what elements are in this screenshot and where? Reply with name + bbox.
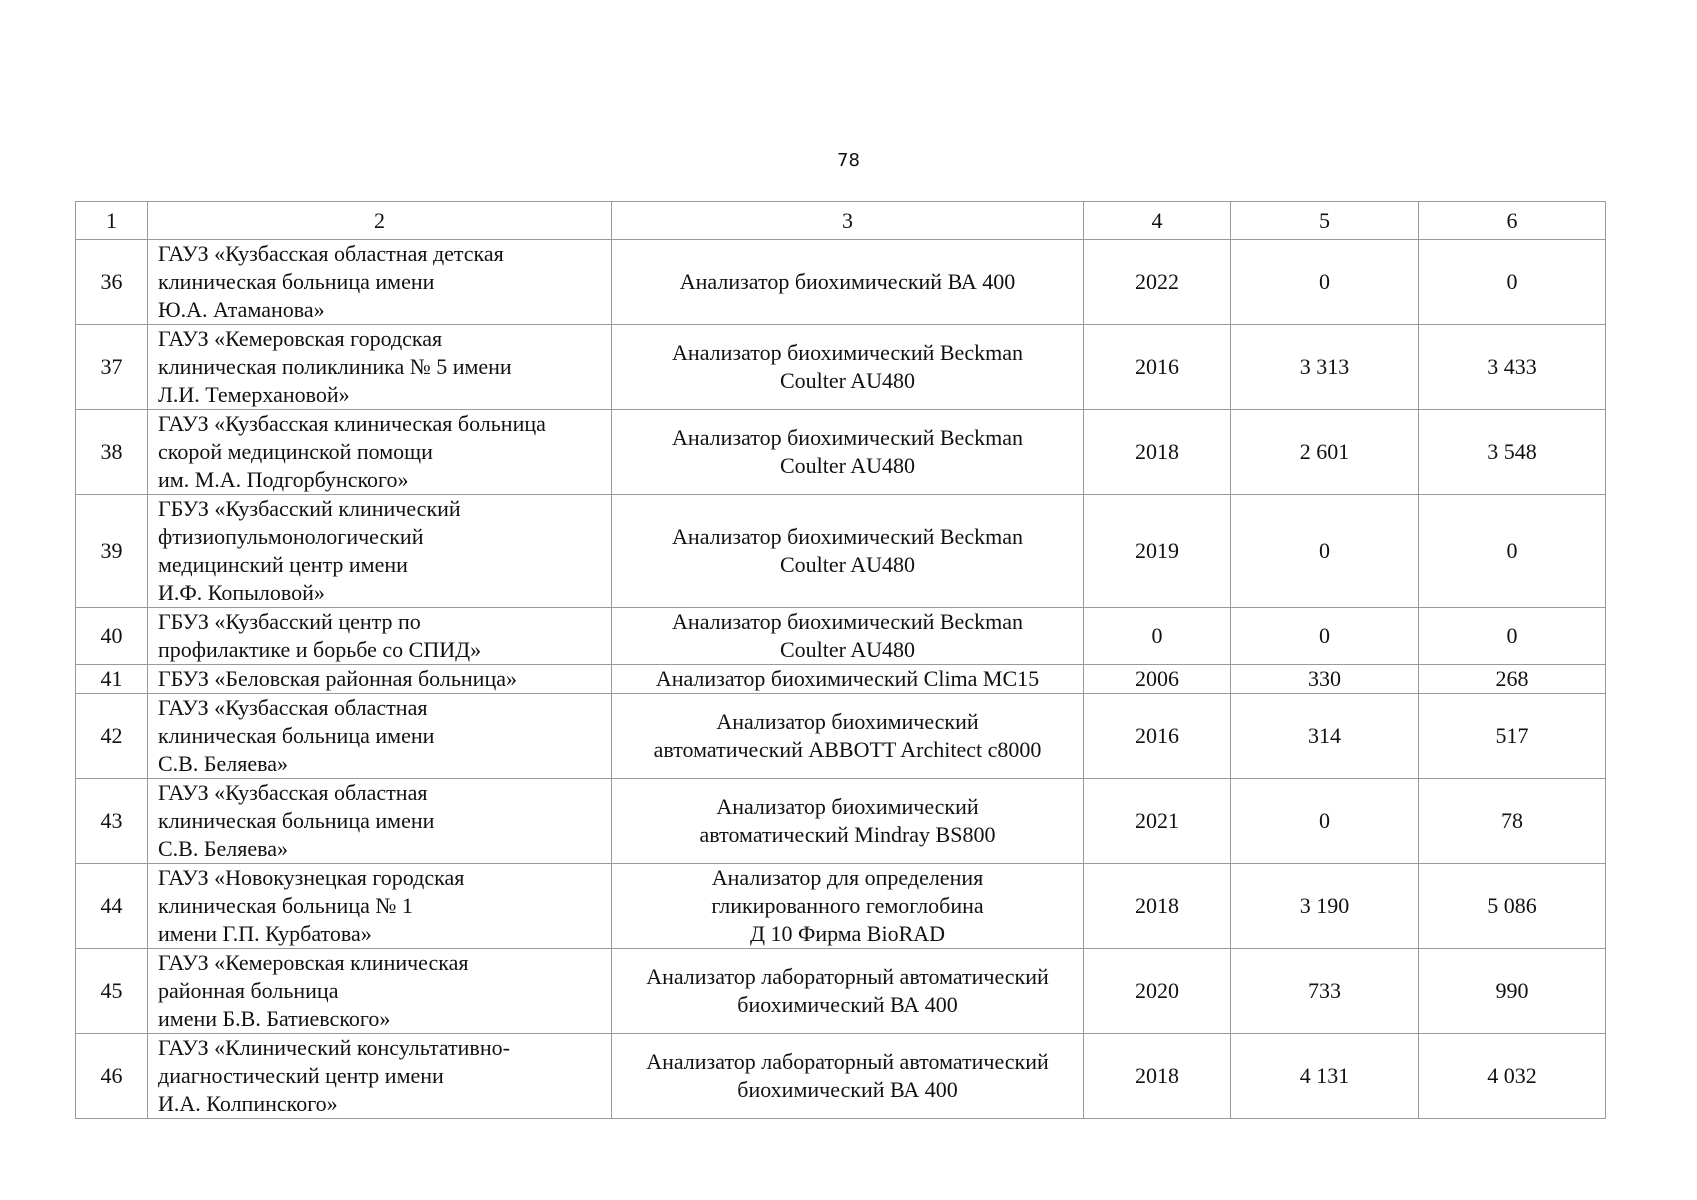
equipment-line: Анализатор биохимический Clima MC15 xyxy=(655,666,1040,691)
organization-cell xyxy=(148,1034,612,1119)
organization-cell xyxy=(148,864,612,949)
organization-line: И.А. Колпинского» xyxy=(158,1091,338,1116)
year-cell: 2006 xyxy=(1084,665,1231,694)
organization-line: С.В. Беляева» xyxy=(158,836,288,861)
equipment-line: Анализатор лабораторный автоматический xyxy=(646,964,1049,989)
organization-line: имени Г.П. Курбатова» xyxy=(158,921,372,946)
column-5-cell: 0 xyxy=(1231,779,1419,864)
row-number-cell: 37 xyxy=(76,325,148,410)
column-5-cell: 330 xyxy=(1231,665,1419,694)
equipment-line: гликированного гемоглобина xyxy=(711,893,984,918)
year-cell: 2020 xyxy=(1084,949,1231,1034)
organization-line: профилактике и борьбе со СПИД» xyxy=(158,637,482,662)
equipment-line: Анализатор биохимический ВА 400 xyxy=(679,269,1016,294)
column-5-cell: 4 131 xyxy=(1231,1034,1419,1119)
year-cell: 2018 xyxy=(1084,1034,1231,1119)
organization-cell xyxy=(148,410,612,495)
organization-line: имени Б.В. Батиевского» xyxy=(158,1006,391,1031)
table-row xyxy=(76,779,1606,864)
organization-line: диагностический центр имени xyxy=(158,1063,444,1088)
year-cell: 2022 xyxy=(1084,240,1231,325)
organization-line: ГАУЗ «Кузбасская областная детская xyxy=(158,241,504,266)
column-6-cell: 990 xyxy=(1419,949,1606,1034)
table-row xyxy=(76,694,1606,779)
equipment-cell xyxy=(612,864,1084,949)
table-row xyxy=(76,410,1606,495)
table-row xyxy=(76,495,1606,608)
year-cell: 0 xyxy=(1084,608,1231,665)
page-number: 78 xyxy=(837,150,860,171)
row-number-cell: 45 xyxy=(76,949,148,1034)
equipment-line: Анализатор биохимический Beckman xyxy=(672,340,1023,365)
equipment-cell xyxy=(612,949,1084,1034)
column-header-4: 4 xyxy=(1084,202,1231,240)
column-6-cell: 517 xyxy=(1419,694,1606,779)
organization-line: клиническая больница имени xyxy=(158,269,435,294)
equipment-cell xyxy=(612,325,1084,410)
column-6-cell: 0 xyxy=(1419,495,1606,608)
equipment-cell xyxy=(612,240,1084,325)
column-6-cell: 0 xyxy=(1419,240,1606,325)
column-header-1: 1 xyxy=(76,202,148,240)
organization-cell xyxy=(148,779,612,864)
row-number-cell: 41 xyxy=(76,665,148,694)
column-6-cell: 3 433 xyxy=(1419,325,1606,410)
organization-line: И.Ф. Копыловой» xyxy=(158,580,325,605)
equipment-cell xyxy=(612,1034,1084,1119)
equipment-line: Анализатор биохимический xyxy=(716,794,979,819)
table-row xyxy=(76,665,1606,694)
equipment-line: Coulter AU480 xyxy=(779,552,916,577)
equipment-cell xyxy=(612,495,1084,608)
organization-line: ГАУЗ «Кузбасская областная xyxy=(158,780,428,805)
year-cell: 2016 xyxy=(1084,694,1231,779)
organization-line: ГБУЗ «Кузбасский центр по xyxy=(158,609,421,634)
equipment-line: Анализатор лабораторный автоматический xyxy=(646,1049,1049,1074)
organization-line: им. М.А. Подгорбунского» xyxy=(158,467,409,492)
equipment-line: биохимический ВА 400 xyxy=(737,1077,958,1102)
equipment-cell xyxy=(612,665,1084,694)
row-number-cell: 46 xyxy=(76,1034,148,1119)
row-number-cell: 36 xyxy=(76,240,148,325)
equipment-line: Анализатор биохимический Beckman xyxy=(672,524,1023,549)
table-row xyxy=(76,608,1606,665)
table-row xyxy=(76,864,1606,949)
column-6-cell: 4 032 xyxy=(1419,1034,1606,1119)
organization-line: ГАУЗ «Новокузнецкая городская xyxy=(158,865,465,890)
equipment-line: автоматический Mindray BS800 xyxy=(699,822,996,847)
year-cell: 2018 xyxy=(1084,864,1231,949)
organization-line: ГАУЗ «Клинический консультативно- xyxy=(158,1035,510,1060)
organization-line: районная больница xyxy=(158,978,339,1003)
organization-line: медицинский центр имени xyxy=(158,552,408,577)
equipment-line: Анализатор для определения xyxy=(711,865,984,890)
organization-line: клиническая больница № 1 xyxy=(158,893,413,918)
table-row xyxy=(76,240,1606,325)
equipment-line: Анализатор биохимический Beckman xyxy=(672,425,1023,450)
table-row xyxy=(76,1034,1606,1119)
column-header-2: 2 xyxy=(148,202,612,240)
organization-cell xyxy=(148,949,612,1034)
year-cell: 2021 xyxy=(1084,779,1231,864)
column-6-cell: 5 086 xyxy=(1419,864,1606,949)
organization-cell xyxy=(148,608,612,665)
row-number-cell: 42 xyxy=(76,694,148,779)
organization-line: фтизиопульмонологический xyxy=(158,524,424,549)
equipment-table xyxy=(75,201,1606,1119)
organization-line: клиническая поликлиника № 5 имени xyxy=(158,354,512,379)
organization-line: ГБУЗ «Кузбасский клинический xyxy=(158,496,461,521)
equipment-line: Д 10 Фирма BioRAD xyxy=(749,921,946,946)
organization-line: клиническая больница имени xyxy=(158,723,435,748)
column-5-cell: 2 601 xyxy=(1231,410,1419,495)
year-cell: 2018 xyxy=(1084,410,1231,495)
equipment-cell xyxy=(612,694,1084,779)
column-header-6: 6 xyxy=(1419,202,1606,240)
table-header-row xyxy=(76,202,1606,240)
column-6-cell: 268 xyxy=(1419,665,1606,694)
equipment-line: Анализатор биохимический Beckman xyxy=(672,609,1023,634)
column-header-3: 3 xyxy=(612,202,1084,240)
equipment-line: автоматический ABBOTT Architect c8000 xyxy=(653,737,1042,762)
row-number-cell: 38 xyxy=(76,410,148,495)
organization-line: клиническая больница имени xyxy=(158,808,435,833)
equipment-line: биохимический ВА 400 xyxy=(737,992,958,1017)
equipment-line: Анализатор биохимический xyxy=(716,709,979,734)
table-row xyxy=(76,325,1606,410)
organization-cell xyxy=(148,325,612,410)
organization-line: Л.И. Темерхановой» xyxy=(158,382,350,407)
organization-line: скорой медицинской помощи xyxy=(158,439,433,464)
organization-line: ГБУЗ «Беловская районная больница» xyxy=(158,666,517,691)
organization-cell xyxy=(148,665,612,694)
equipment-line: Coulter AU480 xyxy=(779,453,916,478)
equipment-line: Coulter AU480 xyxy=(779,368,916,393)
column-6-cell: 3 548 xyxy=(1419,410,1606,495)
column-6-cell: 78 xyxy=(1419,779,1606,864)
equipment-cell xyxy=(612,410,1084,495)
equipment-line: Coulter AU480 xyxy=(779,637,916,662)
organization-cell xyxy=(148,495,612,608)
column-5-cell: 314 xyxy=(1231,694,1419,779)
organization-cell xyxy=(148,694,612,779)
year-cell: 2016 xyxy=(1084,325,1231,410)
row-number-cell: 39 xyxy=(76,495,148,608)
equipment-cell xyxy=(612,779,1084,864)
year-cell: 2019 xyxy=(1084,495,1231,608)
organization-line: ГАУЗ «Кузбасская областная xyxy=(158,695,428,720)
organization-line: ГАУЗ «Кузбасская клиническая больница xyxy=(158,411,546,436)
organization-line: ГАУЗ «Кемеровская городская xyxy=(158,326,443,351)
organization-line: ГАУЗ «Кемеровская клиническая xyxy=(158,950,469,975)
organization-line: С.В. Беляева» xyxy=(158,751,288,776)
table-body xyxy=(76,202,1606,1119)
column-5-cell: 3 190 xyxy=(1231,864,1419,949)
equipment-cell xyxy=(612,608,1084,665)
column-5-cell: 0 xyxy=(1231,240,1419,325)
column-5-cell: 733 xyxy=(1231,949,1419,1034)
column-6-cell: 0 xyxy=(1419,608,1606,665)
column-header-5: 5 xyxy=(1231,202,1419,240)
column-5-cell: 3 313 xyxy=(1231,325,1419,410)
table-row xyxy=(76,949,1606,1034)
column-5-cell: 0 xyxy=(1231,608,1419,665)
row-number-cell: 40 xyxy=(76,608,148,665)
organization-line: Ю.А. Атаманова» xyxy=(158,297,325,322)
column-5-cell: 0 xyxy=(1231,495,1419,608)
organization-cell xyxy=(148,240,612,325)
row-number-cell: 43 xyxy=(76,779,148,864)
row-number-cell: 44 xyxy=(76,864,148,949)
